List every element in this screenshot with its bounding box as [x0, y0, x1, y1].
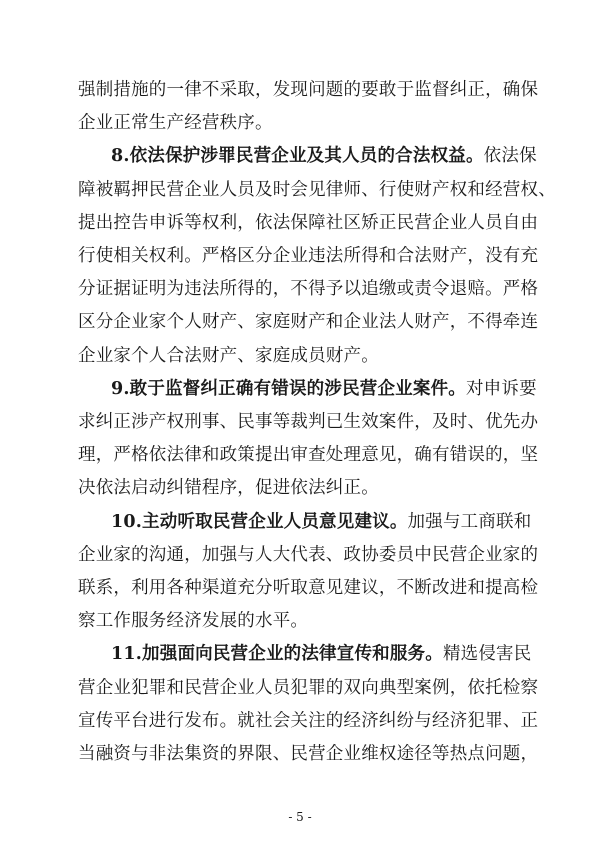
paragraph-line: 行使相关权利。严格区分企业违法所得和合法财产，没有充: [78, 246, 539, 266]
paragraph-line: 障被羁押民营企业人员及时会见律师、行使财产权和经营权、: [78, 180, 556, 200]
paragraph-line: 提出控告申诉等权利，依法保障社区矫正民营企业人员自由: [78, 213, 539, 233]
paragraph-line: 11.加强面向民营企业的法律宣传和服务。精选侵害民: [111, 644, 532, 664]
paragraph-line: 求纠正涉产权刑事、民事等裁判已生效案件，及时、优先办: [78, 412, 539, 432]
paragraph-line: 当融资与非法集资的界限、民营企业维权途径等热点问题，: [78, 744, 539, 764]
item-heading: 9.敢于监督纠正确有错误的涉民营企业案件。: [111, 379, 466, 399]
paragraph-line: 企业正常生产经营秩序。: [78, 113, 273, 133]
paragraph-line: 宣传平台进行发布。就社会关注的经济纠纷与经济犯罪、正: [78, 711, 539, 731]
paragraph-line: 区分企业家个人财产、家庭财产和企业法人财产，不得牵连: [78, 312, 539, 332]
paragraph-line: 理，严格依法律和政策提出审查处理意见，确有错误的，坚: [78, 445, 539, 465]
paragraph-line: 察工作服务经济发展的水平。: [78, 611, 309, 631]
paragraph-line: 分证据证明为违法所得的，不得予以追缴或责令退赔。严格: [78, 279, 539, 299]
item-heading: 11.加强面向民营企业的法律宣传和服务。: [111, 644, 443, 664]
item-heading: 10.主动听取民营企业人员意见建议。: [111, 512, 408, 532]
paragraph-line: 强制措施的一律不采取，发现问题的要敢于监督纠正，确保: [78, 80, 539, 100]
paragraph-line: 联系，利用各种渠道充分听取意见建议，不断改进和提高检: [78, 578, 539, 598]
item-heading: 8.依法保护涉罪民营企业及其人员的合法权益。: [111, 146, 484, 166]
paragraph-line: 企业家的沟通，加强与人大代表、政协委员中民营企业家的: [78, 545, 539, 565]
paragraph-line: 8.依法保护涉罪民营企业及其人员的合法权益。依法保: [111, 146, 537, 166]
page-number: - 5 -: [288, 810, 312, 824]
paragraph-line: 决依法启动纠错程序，促进依法纠正。: [78, 478, 379, 498]
paragraph-line: 营企业犯罪和民营企业人员犯罪的双向典型案例，依托检察: [78, 678, 539, 698]
paragraph-line: 企业家个人合法财产、家庭成员财产。: [78, 346, 379, 366]
paragraph-line: 10.主动听取民营企业人员意见建议。加强与工商联和: [111, 512, 532, 532]
paragraph-line: 9.敢于监督纠正确有错误的涉民营企业案件。对申诉要: [111, 379, 537, 399]
